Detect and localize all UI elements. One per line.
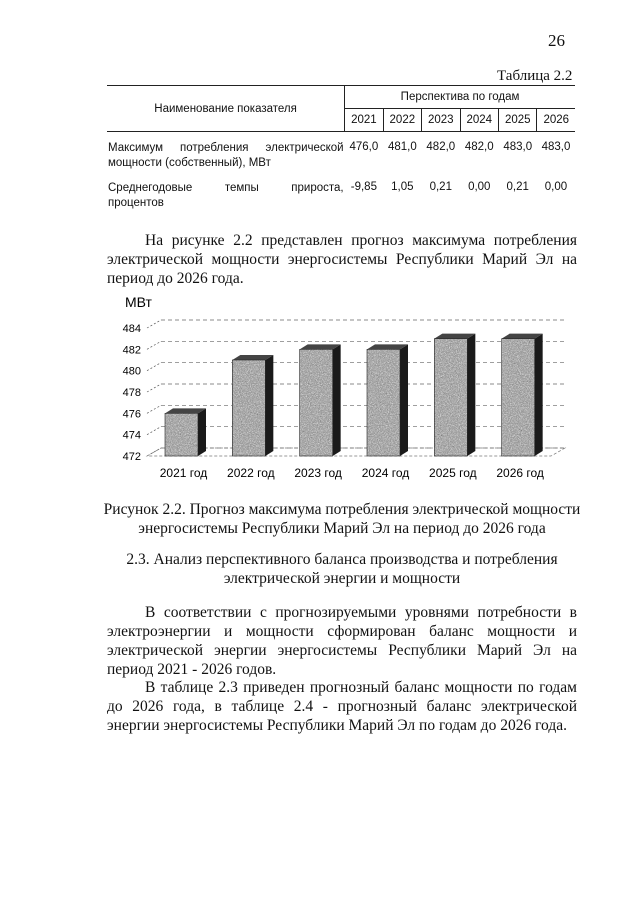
row-value: 0,00 bbox=[468, 181, 491, 193]
bar bbox=[232, 355, 273, 456]
paragraph-2: В таблице 2.3 приведен прогнозный баланс мощности по годам до 2026 года, в таблице 2.4 - прогнозный баланс электрической энергии энергосистемы Республики Марий Эл по годам до 2026 года. bbox=[107, 679, 577, 734]
row-value: 482,0 bbox=[426, 141, 456, 153]
x-tick-label: 2021 год bbox=[159, 466, 208, 480]
gridline bbox=[147, 384, 161, 392]
x-tick-label: 2025 год bbox=[429, 466, 477, 480]
y-tick-label: 478 bbox=[122, 387, 141, 399]
figure-caption: Рисунок 2.2. Прогноз максимума потребления электрической мощности энергосистемы Республики Марий Эл на период до 2026 года bbox=[103, 501, 581, 537]
table-header-perspective: Перспектива по годам bbox=[345, 86, 575, 109]
intro-paragraph: На рисунке 2.2 представлен прогноз максимума потребления электрической мощности энергосистемы Республики Марий Эл на период до 2026 года. bbox=[107, 232, 577, 287]
table-header-year: 2025 bbox=[499, 109, 537, 132]
x-tick-label: 2024 год bbox=[361, 466, 410, 480]
row-value: 0,21 bbox=[506, 181, 529, 193]
table-header-year: 2023 bbox=[422, 109, 460, 132]
row-value: 482,0 bbox=[464, 141, 494, 153]
bar bbox=[367, 344, 408, 456]
forecast-table bbox=[107, 85, 575, 212]
forecast-chart bbox=[105, 290, 575, 480]
bar bbox=[434, 334, 475, 456]
page-number: 26 bbox=[548, 31, 565, 50]
row-value: 0,00 bbox=[544, 181, 568, 193]
bar bbox=[165, 408, 206, 456]
y-tick-label: 480 bbox=[122, 365, 141, 378]
gridline bbox=[147, 427, 161, 435]
paragraph-1: В соответствии с прогнозируемыми уровнями потребности в электроэнергии и мощности сформирован баланс мощности и электрической энергии энергосистемы Республики Марий Эл на период 2021 - 2026 годов. bbox=[107, 604, 577, 678]
table-header-name: Наименование показателя bbox=[107, 86, 345, 132]
table-row bbox=[107, 132, 575, 173]
x-tick-label: 2023 год bbox=[294, 466, 342, 480]
row-value: 483,0 bbox=[541, 141, 571, 153]
bar bbox=[502, 334, 543, 456]
gridline bbox=[147, 363, 161, 371]
y-tick-label: 482 bbox=[122, 344, 141, 357]
y-tick-label: 472 bbox=[122, 451, 141, 463]
row-value: 1,05 bbox=[391, 181, 414, 193]
row-value: 481,0 bbox=[387, 141, 417, 153]
table-header-year: 2026 bbox=[537, 109, 575, 132]
section-heading: 2.3. Анализ перспективного баланса производства и потребления электрической энергии и мощности bbox=[126, 551, 558, 587]
gridline bbox=[147, 405, 161, 413]
row-name: Среднегодовые темпы прироста, процентов bbox=[108, 182, 344, 209]
x-tick-label: 2022 год bbox=[227, 466, 275, 480]
y-tick-label: 474 bbox=[122, 429, 141, 442]
y-axis-label: МВт bbox=[125, 294, 152, 310]
row-value: 0,21 bbox=[429, 181, 452, 193]
row-name: Максимум потребления электрической мощности (собственный), МВт bbox=[108, 142, 344, 169]
row-value: 483,0 bbox=[503, 141, 533, 153]
table-header-year: 2022 bbox=[383, 109, 421, 132]
x-tick-label: 2026 год bbox=[496, 466, 544, 480]
gridline bbox=[147, 341, 161, 349]
row-value: 476,0 bbox=[349, 141, 379, 153]
gridline bbox=[147, 320, 161, 328]
table-label: Таблица 2.2 bbox=[497, 68, 573, 84]
row-value: -9,85 bbox=[350, 181, 377, 193]
table-header-year: 2021 bbox=[345, 109, 383, 132]
y-tick-label: 484 bbox=[122, 323, 141, 335]
table-row bbox=[107, 172, 575, 212]
bar bbox=[300, 344, 341, 456]
table-header-year: 2024 bbox=[460, 109, 498, 132]
y-tick-label: 476 bbox=[122, 408, 141, 421]
